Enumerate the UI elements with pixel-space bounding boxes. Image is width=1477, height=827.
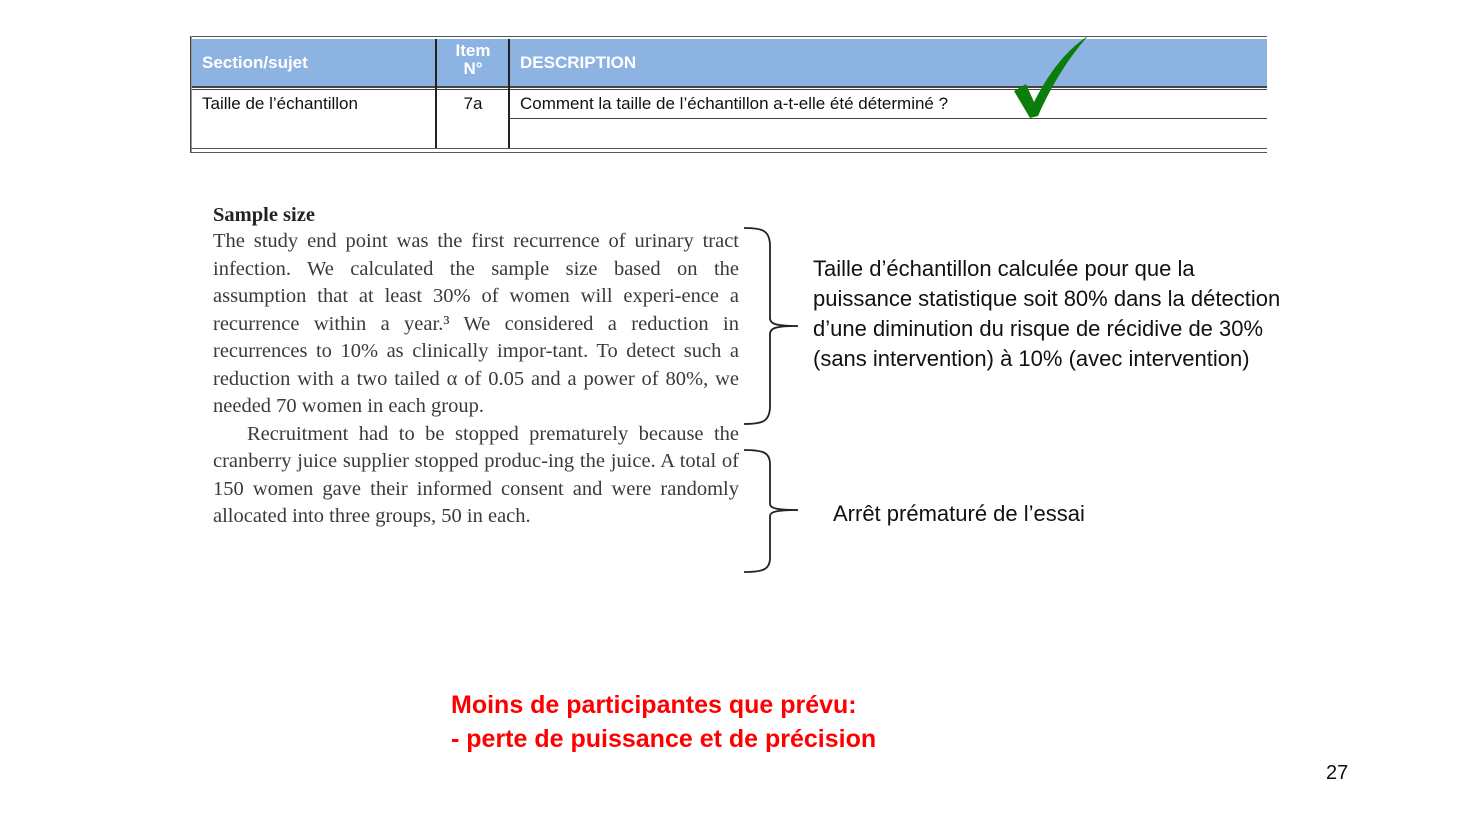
- cell-section: Taille de l’échantillon: [202, 94, 358, 113]
- column-divider: [435, 39, 437, 149]
- excerpt-paragraph-2: Recruitment had to be stopped prematurely because the cranberry juice supplier stopped produc-ing the juice. A total of 150 women gave their informed consent and were randomly allocated into three groups, 50 in each.: [213, 422, 739, 527]
- header-description: DESCRIPTION: [520, 53, 637, 72]
- checkmark-icon: [1010, 36, 1090, 121]
- curly-brace-icon: [742, 226, 802, 426]
- header-item: [438, 42, 508, 78]
- header-section: Section/sujet: [202, 53, 308, 72]
- annotation-line: Taille d’échantillon calculée pour que la: [813, 256, 1195, 281]
- row-divider: [509, 118, 1267, 119]
- table-header-divider: [192, 87, 1267, 90]
- header-item-line1: Item: [455, 41, 491, 60]
- excerpt-heading: Sample size: [213, 204, 315, 226]
- annotation-line: puissance statistique soit 80% dans la détection: [813, 286, 1281, 311]
- annotation-early-stop: Arrêt prématuré de l’essai: [833, 501, 1085, 526]
- cell-item: 7a: [463, 94, 483, 113]
- conclusion-line-2: - perte de puissance et de précision: [451, 725, 877, 753]
- cell-description: Comment la taille de l’échantillon a-t-elle été déterminé ?: [520, 94, 949, 113]
- annotation-sample-size: [813, 254, 1280, 374]
- checklist-table: [190, 36, 1267, 153]
- table-header-row: [192, 39, 1267, 88]
- excerpt-paragraph-1: The study end point was the first recurrence of urinary tract infection. We calculated the sample size based on the assumption that at least 30% of women will experi-ence a recurrence within a year.³ We considered a reduction in recurrences to 10% as clinically impor-tant. To detect such a reduction with a two tailed α of 0.05 and a power of 80%, we needed 70 women in each group.: [213, 230, 739, 417]
- conclusion-line-1: Moins de participantes que prévu:: [451, 691, 857, 719]
- page-number: 27: [1326, 762, 1349, 784]
- column-divider: [508, 39, 510, 149]
- table-bottom-border: [190, 148, 1267, 153]
- conclusion-text: [451, 688, 876, 756]
- header-item-line2: N°: [463, 59, 483, 78]
- annotation-line: (sans intervention) à 10% (avec intervention): [813, 346, 1250, 371]
- annotation-line: d’une diminution du risque de récidive de 30%: [813, 316, 1264, 341]
- table-left-border: [190, 36, 192, 153]
- paper-excerpt: [213, 202, 739, 531]
- curly-brace-icon: [742, 448, 802, 574]
